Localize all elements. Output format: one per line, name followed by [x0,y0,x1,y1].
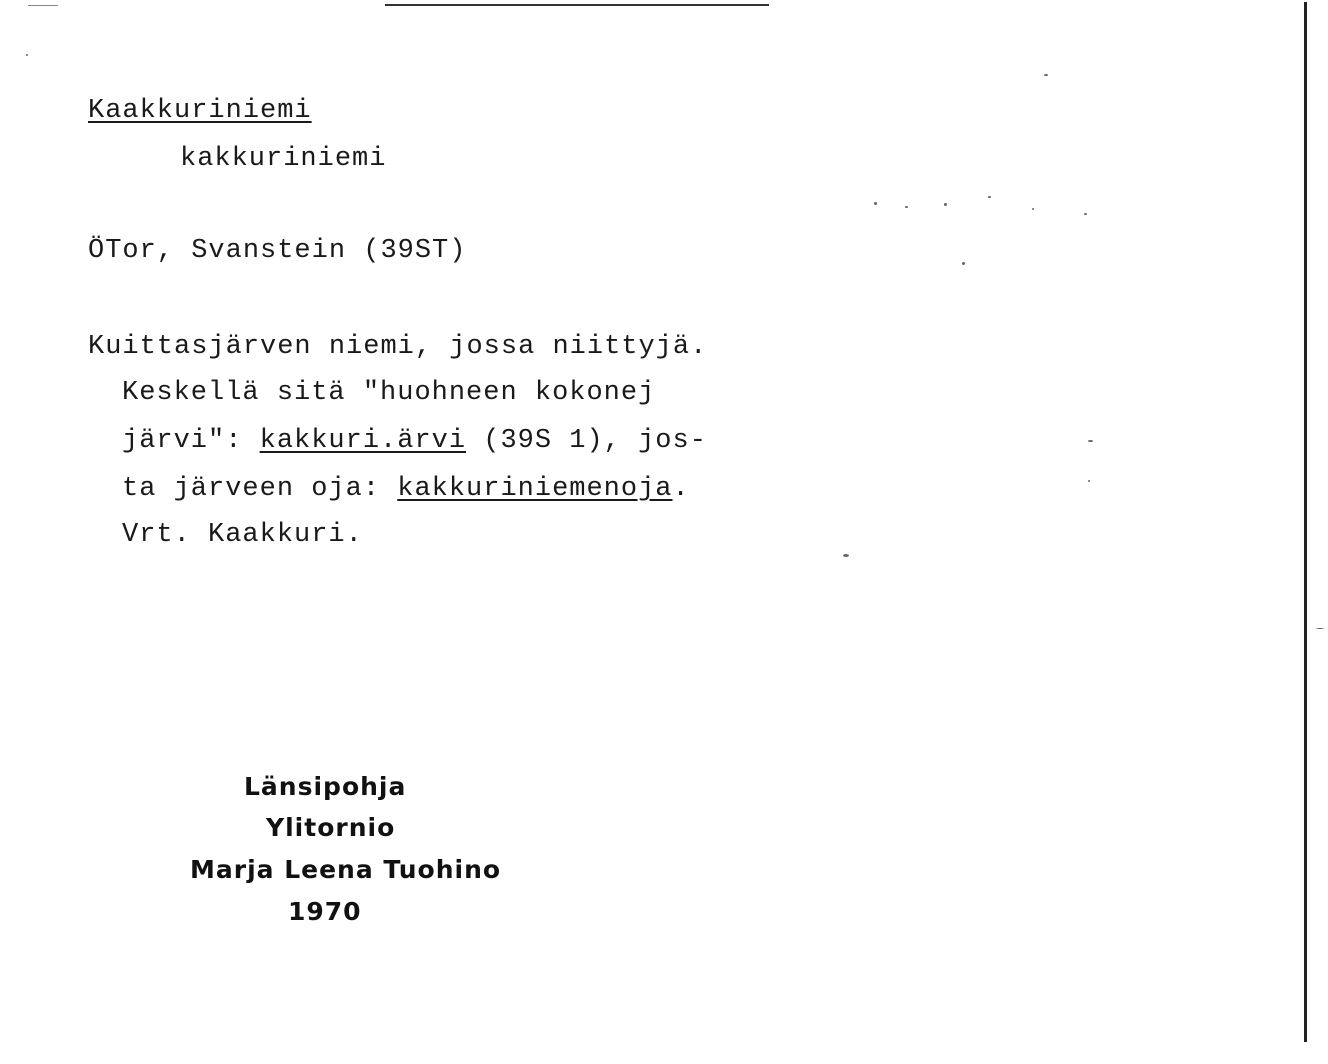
scan-speck [1088,440,1093,442]
description-line-5: Vrt. Kaakkuri. [122,520,363,550]
lake-name: kakkuri.ärvi [259,426,467,456]
description-line-1: Kuittasjärven niemi, jossa niittyjä. [88,332,708,362]
scan-speck [1044,74,1048,76]
scan-speck [962,262,965,265]
card-top-edge-mark [28,5,58,6]
card-right-edge [1304,2,1307,1042]
stamp-parish: Ylitornio [266,813,396,842]
scan-speck [1084,213,1087,215]
scan-speck [988,196,991,198]
scan-speck [1088,480,1090,482]
description-line-3-start: järvi": [122,426,260,456]
description-line-4 [122,476,690,503]
scan-speck [944,203,947,206]
headword: Kaakkuriniemi [88,96,312,126]
source-line: ÖTor, Svanstein (39ST) [88,236,467,266]
scan-speck [1032,208,1034,210]
description-line-3-end: (39S 1), jos- [466,426,707,456]
stamp-year: 1970 [288,897,362,926]
description-line-4-start: ta järveen oja: [122,474,398,504]
description-line-3 [122,428,707,455]
description-line-2: Keskellä sitä "huohneen kokonej [122,378,656,408]
scan-speck [1316,628,1324,629]
scan-speck [843,554,849,557]
stamp-collector: Marja Leena Tuohino [190,855,502,884]
card-top-edge [385,4,769,6]
pronunciation: kakkuriniemi [180,144,387,174]
description-line-4-end: . [672,474,690,504]
scan-speck [874,202,877,205]
brook-name: kakkuriniemenoja [397,474,673,504]
stamp-region: Länsipohja [244,772,407,801]
scan-speck [26,54,28,56]
scan-speck [905,206,908,208]
